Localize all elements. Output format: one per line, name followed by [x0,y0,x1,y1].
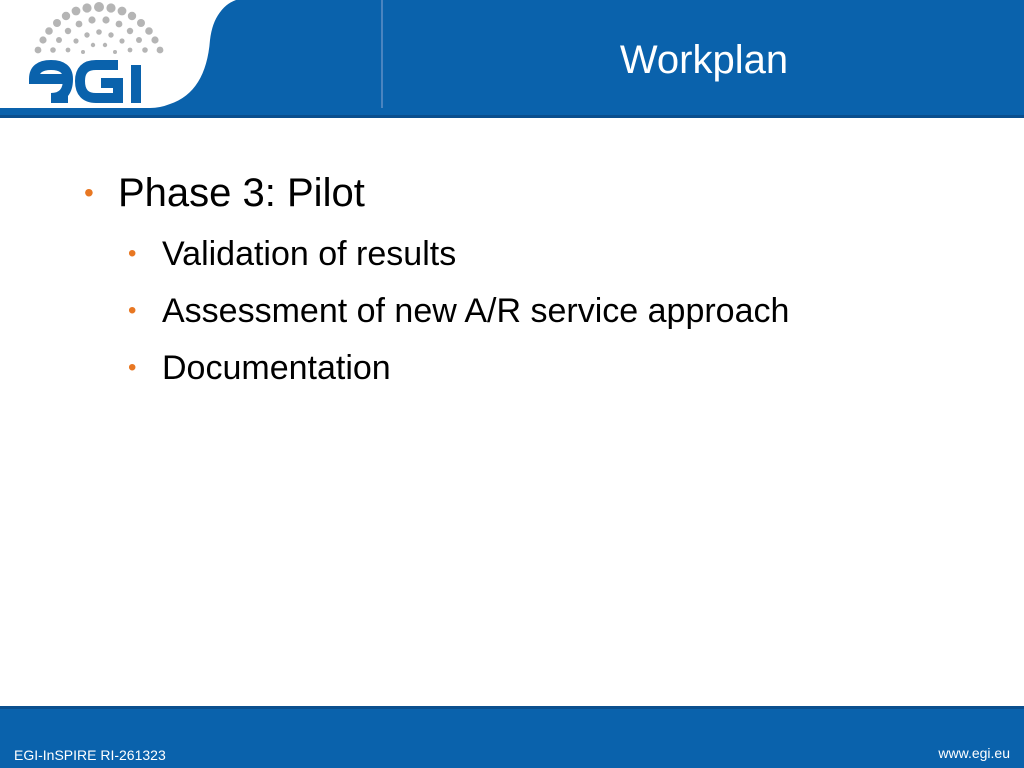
bullet-text: Documentation [162,349,391,387]
logo-panel [0,0,384,110]
bullet-level-1 [84,168,365,218]
bullet-dot-icon: • [128,240,137,267]
egi-logo-icon [0,0,384,110]
bullet-dot-icon: • [84,177,94,208]
bullet-dot-icon: • [128,354,137,381]
slide-header [0,0,1024,118]
website-link[interactable]: www.egi.eu [938,745,1010,761]
bullet-level-2 [128,348,391,388]
bullet-text: Phase 3: Pilot [118,171,365,215]
bullet-level-2 [128,291,789,331]
bullet-text: Validation of results [162,235,457,273]
project-id: EGI-InSPIRE RI-261323 [14,747,166,763]
slide-title: Workplan [619,38,789,82]
slide-footer [0,706,1024,768]
bullet-level-2 [128,234,456,274]
bullet-text: Assessment of new A/R service approach [162,292,790,330]
slide-content [0,118,1024,706]
bullet-dot-icon: • [128,297,137,324]
